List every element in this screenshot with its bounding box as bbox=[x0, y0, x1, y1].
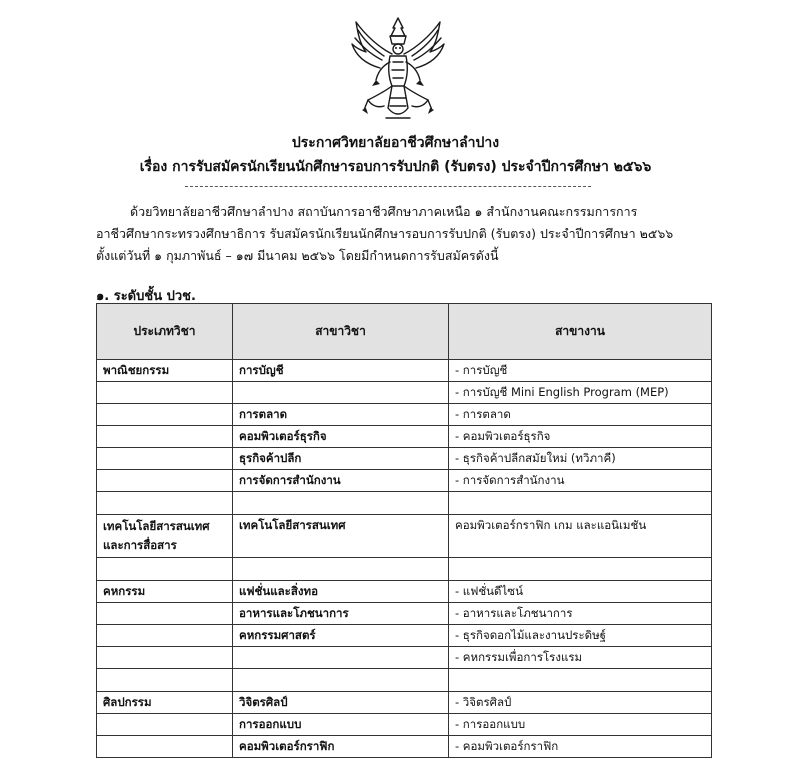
table-row bbox=[97, 692, 712, 714]
cell-specialty: - การออกแบบ bbox=[449, 714, 712, 736]
cell-specialty: - ธุรกิจดอกไม้และงานประดิษฐ์ bbox=[449, 625, 712, 647]
cell-type: พาณิชยกรรม bbox=[97, 360, 233, 382]
cell-specialty: - การบัญชี bbox=[449, 360, 712, 382]
cell-type bbox=[97, 492, 233, 515]
intro-paragraph bbox=[96, 201, 716, 267]
cell-major bbox=[233, 558, 449, 581]
table-row bbox=[97, 360, 712, 382]
table-header-row bbox=[97, 304, 712, 360]
cell-type bbox=[97, 558, 233, 581]
cell-major: การตลาด bbox=[233, 404, 449, 426]
cell-major: แฟชั่นและสิ่งทอ bbox=[233, 581, 449, 603]
table-row bbox=[97, 581, 712, 603]
dashed-divider bbox=[185, 186, 591, 187]
cell-major: อาหารและโภชนาการ bbox=[233, 603, 449, 625]
cell-major: เทคโนโลยีสารสนเทศ bbox=[233, 515, 449, 558]
cell-type bbox=[97, 470, 233, 492]
table-spacer-row bbox=[97, 669, 712, 692]
cell-specialty bbox=[449, 669, 712, 692]
cell-major bbox=[233, 382, 449, 404]
cell-type bbox=[97, 647, 233, 669]
cell-type bbox=[97, 404, 233, 426]
header-type: ประเภทวิชา bbox=[97, 304, 233, 360]
cell-specialty bbox=[449, 492, 712, 515]
table-row bbox=[97, 426, 712, 448]
cell-type bbox=[97, 426, 233, 448]
table-row bbox=[97, 382, 712, 404]
cell-specialty: - การจัดการสำนักงาน bbox=[449, 470, 712, 492]
table-row bbox=[97, 736, 712, 758]
table-row bbox=[97, 625, 712, 647]
table-row bbox=[97, 647, 712, 669]
cell-specialty: - การบัญชี Mini English Program (MEP) bbox=[449, 382, 712, 404]
cell-type bbox=[97, 625, 233, 647]
cell-type bbox=[97, 669, 233, 692]
section-heading: ๑. ระดับชั้น ปวช. bbox=[96, 289, 196, 304]
table-row bbox=[97, 448, 712, 470]
cell-major bbox=[233, 647, 449, 669]
table-row bbox=[97, 714, 712, 736]
cell-specialty bbox=[449, 558, 712, 581]
announcement-title: ประกาศวิทยาลัยอาชีวศึกษาลำปาง bbox=[291, 135, 500, 151]
cell-specialty: - คอมพิวเตอร์กราฟิก bbox=[449, 736, 712, 758]
cell-specialty: - อาหารและโภชนาการ bbox=[449, 603, 712, 625]
header-major: สาขาวิชา bbox=[233, 304, 449, 360]
cell-type: คหกรรม bbox=[97, 581, 233, 603]
intro-line-1: ด้วยวิทยาลัยอาชีวศึกษาลำปาง สถาบันการอาชีวศึกษาภาคเหนือ ๑ สำนักงานคณะกรรมการการ bbox=[130, 204, 638, 219]
announcement-subject: เรื่อง การรับสมัครนักเรียนนักศึกษารอบการรับปกติ (รับตรง) ประจำปีการศึกษา ๒๕๖๖ bbox=[139, 159, 652, 175]
cell-type: ศิลปกรรม bbox=[97, 692, 233, 714]
cell-specialty: คอมพิวเตอร์กราฟิก เกม และแอนิเมชัน bbox=[449, 515, 712, 558]
cell-specialty: - วิจิตรศิลป์ bbox=[449, 692, 712, 714]
table-row bbox=[97, 603, 712, 625]
cell-major: การออกแบบ bbox=[233, 714, 449, 736]
table-spacer-row bbox=[97, 558, 712, 581]
cell-major: ธุรกิจค้าปลีก bbox=[233, 448, 449, 470]
cell-type bbox=[97, 603, 233, 625]
table-spacer-row bbox=[97, 492, 712, 515]
cell-major: การจัดการสำนักงาน bbox=[233, 470, 449, 492]
garuda-emblem-icon bbox=[346, 14, 450, 124]
cell-specialty: - คหกรรมเพื่อการโรงแรม bbox=[449, 647, 712, 669]
cell-major: การบัญชี bbox=[233, 360, 449, 382]
table-row bbox=[97, 515, 712, 558]
cell-major: คหกรรมศาสตร์ bbox=[233, 625, 449, 647]
cell-major bbox=[233, 492, 449, 515]
cell-major: วิจิตรศิลป์ bbox=[233, 692, 449, 714]
header-specialty: สาขางาน bbox=[449, 304, 712, 360]
intro-line-3: ตั้งแต่วันที่ ๑ กุมภาพันธ์ – ๑๗ มีนาคม ๒๕๖๖ โดยมีกำหนดการรับสมัครดังนี้ bbox=[96, 248, 499, 263]
cell-type bbox=[97, 382, 233, 404]
program-table bbox=[96, 303, 712, 758]
cell-specialty: - ธุรกิจค้าปลีกสมัยใหม่ (ทวิภาคี) bbox=[449, 448, 712, 470]
cell-type bbox=[97, 714, 233, 736]
table-row bbox=[97, 470, 712, 492]
cell-major: คอมพิวเตอร์กราฟิก bbox=[233, 736, 449, 758]
cell-major bbox=[233, 669, 449, 692]
table-row bbox=[97, 404, 712, 426]
cell-specialty: - แฟชั่นดีไซน์ bbox=[449, 581, 712, 603]
cell-specialty: - การตลาด bbox=[449, 404, 712, 426]
cell-specialty: - คอมพิวเตอร์ธุรกิจ bbox=[449, 426, 712, 448]
cell-type: เทคโนโลยีสารสนเทศและการสื่อสาร bbox=[97, 515, 233, 558]
intro-line-2: อาชีวศึกษากระทรวงศึกษาธิการ รับสมัครนักเรียนนักศึกษารอบการรับปกติ (รับตรง) ประจำปีการศึกษา ๒๕๖๖ bbox=[96, 226, 674, 241]
cell-type bbox=[97, 448, 233, 470]
cell-major: คอมพิวเตอร์ธุรกิจ bbox=[233, 426, 449, 448]
cell-type bbox=[97, 736, 233, 758]
